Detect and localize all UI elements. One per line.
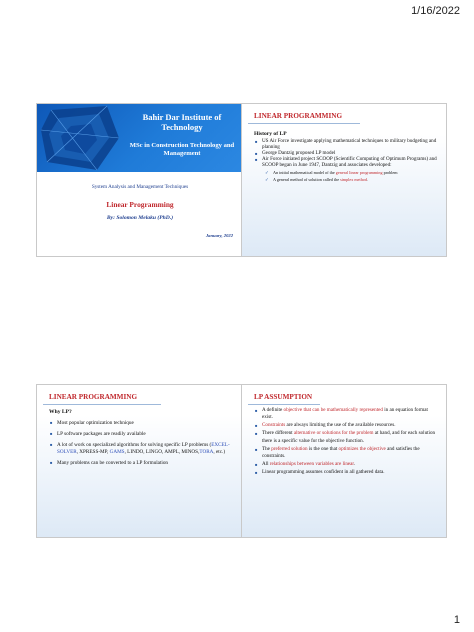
checkmark-icon: ✓ bbox=[265, 170, 269, 176]
slide-title bbox=[36, 103, 242, 257]
list-item: ■ All relationships between variables are linear. bbox=[255, 461, 356, 468]
slide-title-bar: LP ASSUMPTION bbox=[248, 391, 320, 405]
list-item: ■ There different alternative or solutions for the problem at hand, and for each solution there is a specific value for the objective function. bbox=[255, 430, 436, 444]
list-item: ■ Air Force initiated project SCOOP (Scientific Computing of Optimum Programs) and SCOOP began in June 1947, Dantzig and associates developed: ✓ An initial mathematical model of the general linear programming problem ✓ A general method of solution called the simplex method. bbox=[255, 156, 437, 182]
slide-body bbox=[254, 132, 438, 183]
list-item: ■ Most popular optimization technique bbox=[50, 420, 134, 427]
list-item: ■ US Air Force investigate applying mathematical techniques to military budgeting and planning bbox=[255, 137, 437, 150]
list-item: ■ Many problems can be converted to a LP formulation bbox=[50, 459, 169, 466]
bullet-icon: ■ bbox=[50, 459, 53, 465]
slide-history bbox=[241, 103, 447, 257]
slide-body bbox=[49, 409, 233, 470]
page-date: 1/16/2022 bbox=[411, 5, 460, 17]
bullet-icon: ■ bbox=[255, 470, 258, 476]
list-item: ■ George Dantzig proposed LP model bbox=[255, 150, 336, 157]
slide-title-bar: LINEAR PROGRAMMING bbox=[248, 110, 360, 124]
sub-item: ✓ An initial mathematical model of the general linear programming problem bbox=[265, 170, 398, 176]
course-name: System Analysis and Management Techniques bbox=[91, 184, 189, 190]
bullet-icon: ■ bbox=[50, 431, 53, 437]
bullet-icon: ■ bbox=[255, 138, 258, 144]
slide-why-lp bbox=[36, 384, 242, 538]
slide-date: January, 2022 bbox=[205, 233, 233, 238]
bullet-list bbox=[254, 407, 438, 477]
bullet-icon: ■ bbox=[255, 157, 258, 163]
program-name: MSc in Construction Technology and Management bbox=[129, 142, 235, 157]
sub-list bbox=[265, 170, 438, 182]
title-banner bbox=[37, 104, 242, 172]
author-line: By: Solomon Melaku (PhD.) bbox=[106, 215, 174, 221]
bullet-icon: ■ bbox=[255, 423, 258, 429]
slide-body bbox=[254, 407, 438, 477]
bullet-list bbox=[49, 420, 233, 466]
topic-title: Linear Programming bbox=[106, 200, 174, 209]
section-heading: History of LP bbox=[254, 131, 287, 137]
list-item: ■ Linear programming assumes confident in all gathered data. bbox=[255, 469, 385, 476]
page-number: 1 bbox=[453, 614, 460, 626]
bullet-icon: ■ bbox=[255, 446, 258, 452]
institute-name: Bahir Dar Institute of Technology bbox=[142, 112, 222, 132]
bullet-icon: ■ bbox=[255, 462, 258, 468]
list-item: ■ A lot of work on specialized algorithms for solving specific LP problems (EXCEL-SOLVER, XPRESS-MP, GAMS, LINDO, LINGO, AMPL, MINOS,TORA, etc.) bbox=[50, 442, 230, 455]
section-heading: Why LP? bbox=[49, 409, 72, 415]
list-item: ■ Constraints are always limiting the use of the available resources. bbox=[255, 422, 396, 429]
list-item: ■ LP software packages are readily available bbox=[50, 431, 146, 438]
list-item: ■ A definite objective that can be mathematically represented in an equation format exist. bbox=[255, 407, 428, 421]
bullet-icon: ■ bbox=[50, 420, 53, 426]
slide-lp-assumption bbox=[241, 384, 447, 538]
list-item: ■ The preferred solution is the one that optimizes the objective and satisfies the constraints. bbox=[255, 445, 420, 460]
sub-item: ✓ A general method of solution called the simplex method. bbox=[265, 176, 369, 182]
bullet-icon: ■ bbox=[255, 431, 258, 437]
slide-title-bar: LINEAR PROGRAMMING bbox=[43, 391, 161, 405]
bullet-icon: ■ bbox=[255, 408, 258, 413]
bullet-list bbox=[254, 139, 438, 182]
bullet-icon: ■ bbox=[50, 442, 53, 448]
bullet-icon: ■ bbox=[255, 151, 258, 157]
checkmark-icon: ✓ bbox=[265, 176, 269, 182]
